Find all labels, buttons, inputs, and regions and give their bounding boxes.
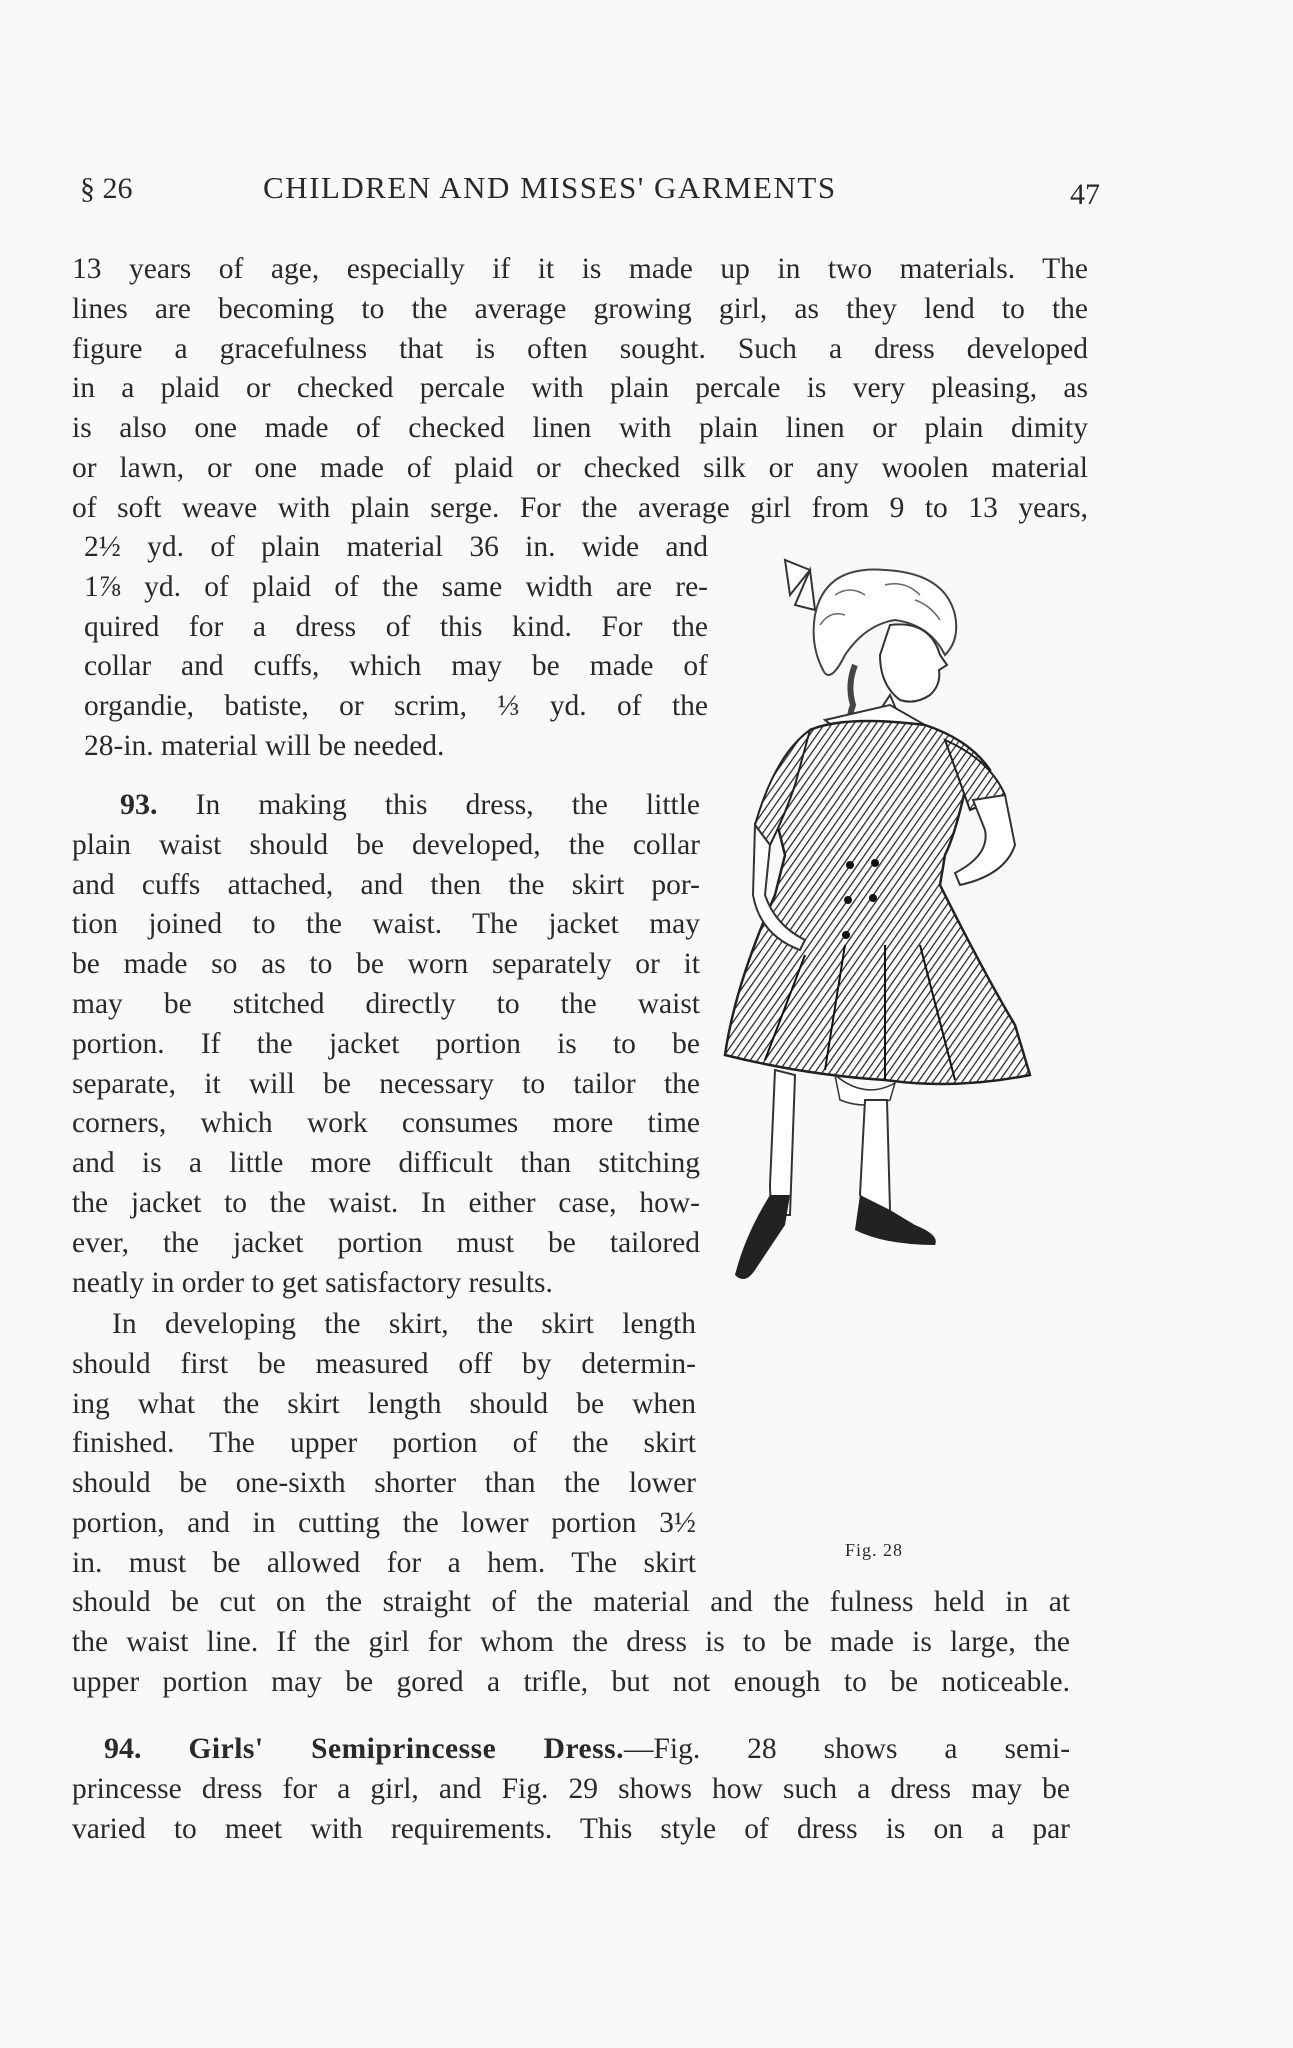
text-line: tion joined to the waist. The jacket may [72, 908, 700, 941]
text-line: should be one-sixth shorter than the lower [72, 1467, 696, 1500]
figure-caption: Fig. 28 [845, 1540, 904, 1560]
paragraph-94 [72, 1729, 1070, 1849]
text-line: figure a gracefulness that is often sought. Such a dress developed [72, 332, 1088, 365]
text-span: —Fig. 28 shows a semi- [623, 1733, 1071, 1765]
text-line: may be stitched directly to the waist [72, 987, 700, 1020]
text-line: the waist line. If the girl for whom the dress is to be made is large, the [72, 1625, 1070, 1658]
paragraph-intro-narrow [84, 528, 708, 767]
text-line: in a plaid or checked percale with plain percale is very pleasing, as [72, 372, 1088, 405]
text-line: ing what the skirt length should be when [72, 1387, 696, 1420]
page-title: CHILDREN AND MISSES' GARMENTS [263, 170, 837, 205]
text-line: collar and cuffs, which may be made of [84, 650, 708, 683]
text-line: princesse dress for a girl, and Fig. 29 shows how such a dress may be [72, 1772, 1070, 1805]
page-number: 47 [1070, 178, 1100, 211]
text-line: portion, and in cutting the lower portion 3½ [72, 1506, 696, 1539]
text-line: of soft weave with plain serge. For the average girl from 9 to 13 years, [72, 491, 1088, 524]
paragraph-number: 94. [104, 1732, 142, 1765]
text-line: In developing the skirt, the skirt length [112, 1308, 696, 1340]
text-line: or lawn, or one made of plaid or checked silk or any woolen material [72, 451, 1088, 484]
text-line: plain waist should be developed, the collar [72, 828, 700, 861]
text-line: be made so as to be worn separately or it [72, 948, 700, 981]
paragraph-93 [72, 785, 700, 1303]
text-line: 1⅞ yd. of plaid of the same width are re- [84, 570, 708, 603]
paragraph-skirt-narrow [72, 1305, 696, 1584]
text-line: should be cut on the straight of the material and the fulness held in at [72, 1586, 1070, 1618]
text-line: the jacket to the waist. In either case, how- [72, 1186, 700, 1219]
girl-dress-illustration [715, 555, 1055, 1535]
paragraph-skirt-full [72, 1583, 1070, 1702]
text-line: 2½ yd. of plain material 36 in. wide and [84, 531, 708, 563]
text-line: ever, the jacket portion must be tailored [72, 1226, 700, 1259]
text-line: portion. If the jacket portion is to be [72, 1027, 700, 1060]
text-line: and is a little more difficult than stitching [72, 1147, 700, 1180]
text-line: separate, it will be necessary to tailor the [72, 1067, 700, 1100]
text-line: and cuffs attached, and then the skirt por- [72, 868, 700, 901]
text-line: is also one made of checked linen with plain linen or plain dimity [72, 412, 1088, 445]
text-line: 28-in. material will be needed. [84, 729, 445, 762]
text-line: 13 years of age, especially if it is made up in two materials. The [72, 253, 1088, 285]
section-heading: Girls' Semiprincesse Dress. [188, 1733, 624, 1765]
text-line: in. must be allowed for a hem. The skirt [72, 1546, 696, 1579]
paragraph-number: 93. [120, 788, 158, 821]
text-line: upper portion may be gored a trifle, but not enough to be noticeable. [72, 1665, 1070, 1698]
text-line: organdie, batiste, or scrim, ⅓ yd. of the [84, 690, 708, 723]
text-line [72, 785, 700, 826]
text-line: varied to meet with requirements. This style of dress is on a par [72, 1812, 1070, 1845]
text-line: neatly in order to get satisfactory results. [72, 1266, 553, 1299]
girl-in-plaid-dress-icon [715, 555, 1055, 1535]
section-number: § 26 [80, 172, 133, 205]
paragraph-intro-full [72, 250, 1088, 529]
running-header [80, 168, 1100, 218]
text-line [72, 1729, 1070, 1770]
text-line: quired for a dress of this kind. For the [84, 610, 708, 643]
text-line: lines are becoming to the average growing girl, as they lend to the [72, 292, 1088, 325]
text-line: should first be measured off by determin- [72, 1347, 696, 1380]
text-line: finished. The upper portion of the skirt [72, 1427, 696, 1460]
text-line: corners, which work consumes more time [72, 1107, 700, 1140]
text-span: In making this dress, the little [195, 789, 700, 821]
